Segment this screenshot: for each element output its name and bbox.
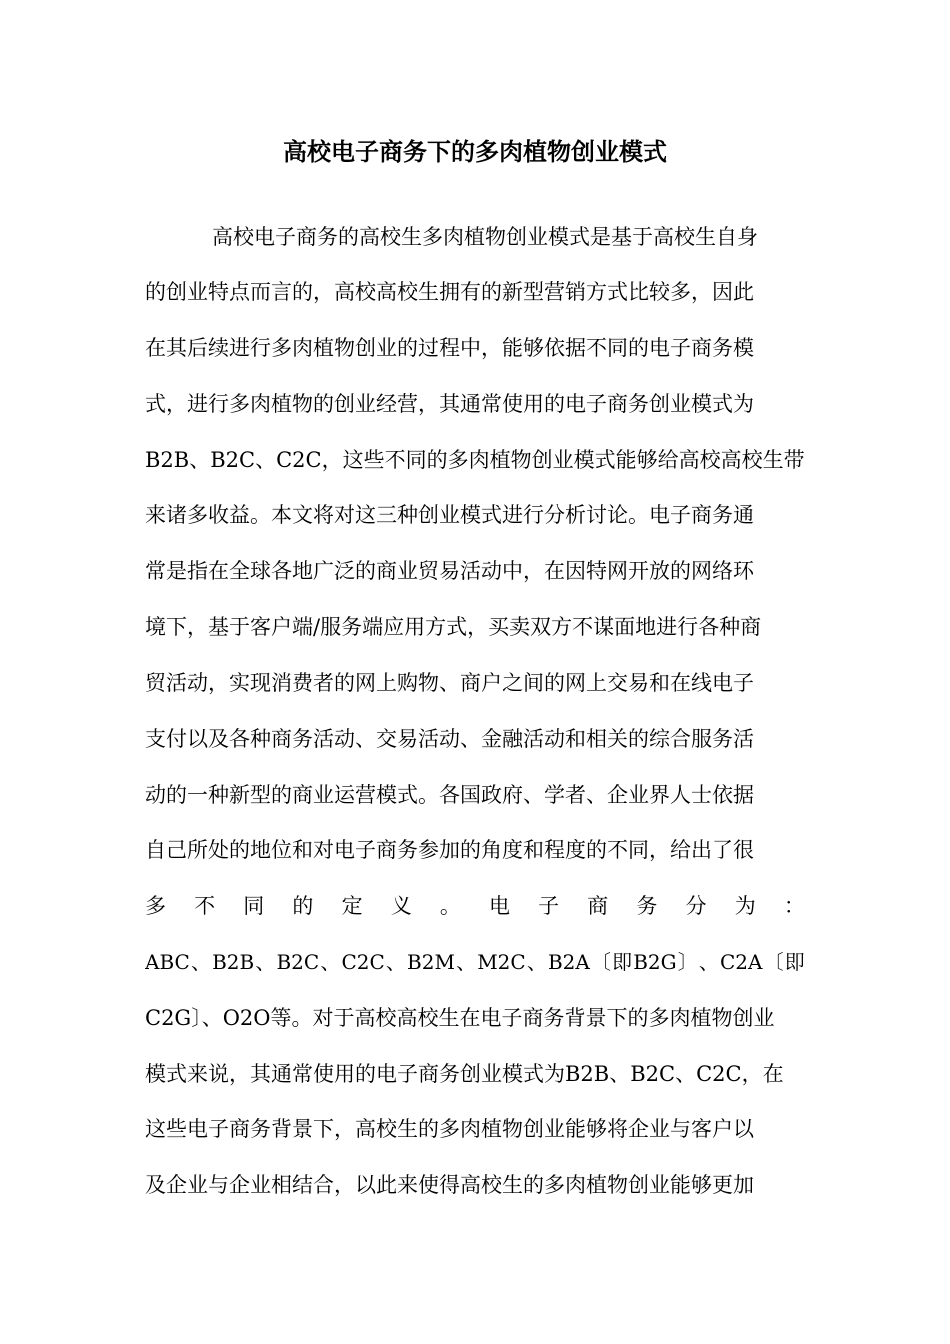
text-token: B2G [633,950,677,974]
paragraph-line: C2G〕、O2O等。对于高校高校生在电子商务背景下的多肉植物创业 [145,1006,775,1030]
text-token: 〔 [763,950,784,974]
text-token: 即 [612,950,633,974]
paragraph-line: 在其后续进行多肉植物创业的过程中，能够依据不同的电子商务模 [145,336,754,360]
text-token: C2C [341,950,385,974]
text-char: 不 [194,894,216,918]
text-char: 子 [538,894,560,918]
paragraph-line: B2B、B2C、C2C，这些不同的多肉植物创业模式能够给高校高校生带 [145,448,805,472]
text-char: 电 [488,894,510,918]
paragraph-line: 的创业特点而言的，高校高校生拥有的新型营销方式比较多，因此 [145,280,754,304]
paragraph-line: 贸活动，实现消费者的网上购物、商户之间的网上交易和在线电子 [145,671,754,695]
paragraph-line: 境下，基于客户端/服务端应用方式，买卖双方不谋面地进行各种商 [145,615,762,639]
text-token: ABC [145,950,190,974]
text-char: 同 [243,894,265,918]
text-token: M2C [477,950,526,974]
paragraph-line: 这些电子商务背景下，高校生的多肉植物创业能够将企业与客户以 [145,1117,754,1141]
text-token: B2M [407,950,455,974]
text-token: 、 [255,950,276,974]
paragraph-line: 常是指在全球各地广泛的商业贸易活动中，在因特网开放的网络环 [145,559,754,583]
text-token: 、 [526,950,547,974]
text-char: 为 [734,894,756,918]
paragraph-line: 及企业与企业相结合，以此来使得高校生的多肉植物创业能够更加 [145,1173,754,1197]
paragraph-line: 式，进行多肉植物的创业经营，其通常使用的电子商务创业模式为 [145,392,754,416]
text-token: 〔 [590,950,611,974]
paragraph-line-justified [145,891,805,921]
text-token: 即 [784,950,805,974]
text-char: ： [783,894,805,918]
paragraph-line-justified [145,947,805,977]
text-token: B2A [547,950,590,974]
text-char: 义 [390,894,412,918]
text-token: C2A [719,950,763,974]
text-token: 、 [320,950,341,974]
text-token: 、 [456,950,477,974]
paragraph-line: 高校电子商务的高校生多肉植物创业模式是基于高校生自身 [212,225,758,249]
text-token: B2C [276,950,320,974]
text-char: 分 [685,894,707,918]
text-token: B2B [212,950,255,974]
paragraph-line: 支付以及各种商务活动、交易活动、金融活动和相关的综合服务活 [145,727,754,751]
text-char: 定 [341,894,363,918]
text-char: 务 [636,894,658,918]
text-char: 多 [145,894,166,918]
text-char: 商 [587,894,609,918]
text-char: 的 [292,894,314,918]
paragraph-line: 模式来说，其通常使用的电子商务创业模式为B2B、B2C、C2C，在 [145,1062,784,1086]
paragraph-line: 动的一种新型的商业运营模式。各国政府、学者、企业界人士依据 [145,783,754,807]
text-token: 〕 [677,950,698,974]
document-title: 高校电子商务下的多肉植物创业模式 [283,137,667,166]
text-token: 、 [190,950,211,974]
text-token: 、 [698,950,719,974]
paragraph-line: 自己所处的地位和对电子商务参加的角度和程度的不同，给出了很 [145,838,754,862]
text-char: 。 [439,894,461,918]
paragraph-line: 来诸多收益。本文将对这三种创业模式进行分析讨论。电子商务通 [145,503,754,527]
text-token: 、 [385,950,406,974]
